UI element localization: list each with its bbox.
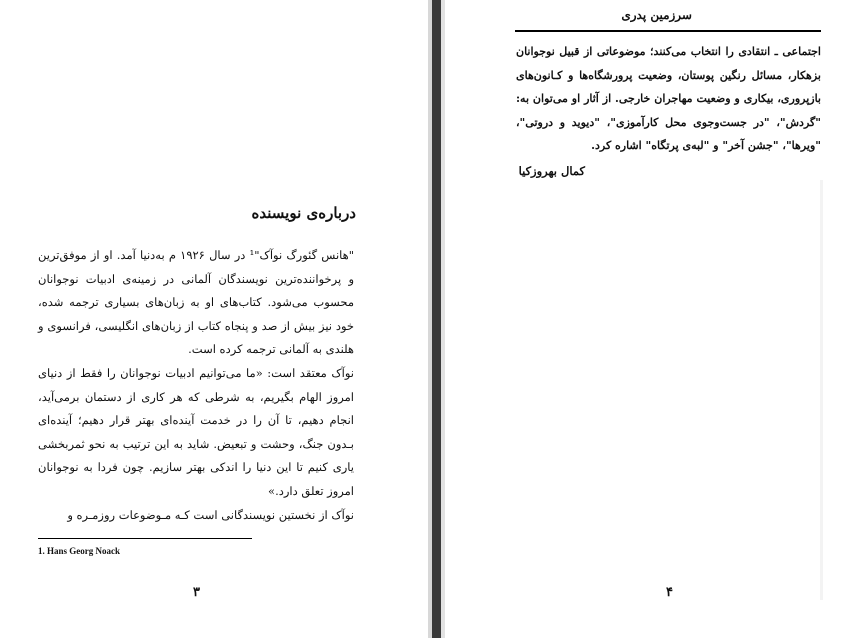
page-shadow: [820, 180, 823, 600]
translator-signature: کمال بهروزکیا: [518, 164, 585, 178]
footnote: 1. Hans Georg Noack: [38, 546, 120, 556]
page-number-right: ۴: [666, 585, 673, 600]
page-number-left: ۳: [193, 585, 200, 600]
paragraph-intro: "هانس گئورگ نوآک"¹ در سال ۱۹۲۶ م به‌دنیا آمد. او از موفق‌ترین و پرخواننده‌ترین نویسندگان آلمانی در زمینه‌ی ادبیات نوجوانان محسوب می‌شود. کتاب‌های او به زبان‌های بسیاری ترجمه شده، خود نیز بیش از صد و پنجاه کتاب از زبان‌های انگلیسی، فرانسوی و هلندی به آلمانی ترجمه کرده است.: [38, 248, 355, 357]
section-heading: درباره‌ی نویسنده: [251, 204, 356, 222]
header-rule: [515, 30, 821, 32]
running-header: سرزمین پدری: [621, 8, 692, 22]
paragraph-quote: نوآک معتقد است: «ما می‌توانیم ادبیات نوجوانان را فقط از دنیای امروز الهام بگیریم، به شرطی که هر کاری از دستمان برمی‌آید، انجام دهیم، تا آن را در خدمت آینده‌ای بهتر قرار دهیم؛ آینده‌ای بـدون جنگ، وحشت و تبعیض. شاید به این ترتیب به نحو ثمربخشی یاری کنیم تا این دنیا را اندکی بهتر سازیم. چون فردا به نوجوانان امروز تعلق دارد.»: [38, 365, 354, 498]
paragraph-continued: نوآک از نخستین نویسندگانی است کـه مـوضوعات روزمـره و: [67, 507, 354, 522]
right-body-text: [516, 40, 821, 158]
paragraph-works: اجتماعی ـ انتقادی را انتخاب می‌کنند؛ موضوعاتی از قبیل نوجوانان بزهکار، مسائل رنگین پوستان، وضعیت پرورشگاه‌ها و کـانون‌های بازپروری، بیکاری و وضعیت مهاجران خارجی. از آثار او می‌توان به: "گردش"، "در جست‌وجوی محل کارآموزی"، "دیوید و دروتی"، "ویرها"، "جشن آخر" و "لبه‌ی پرتگاه" اشاره کرد.: [516, 45, 821, 152]
